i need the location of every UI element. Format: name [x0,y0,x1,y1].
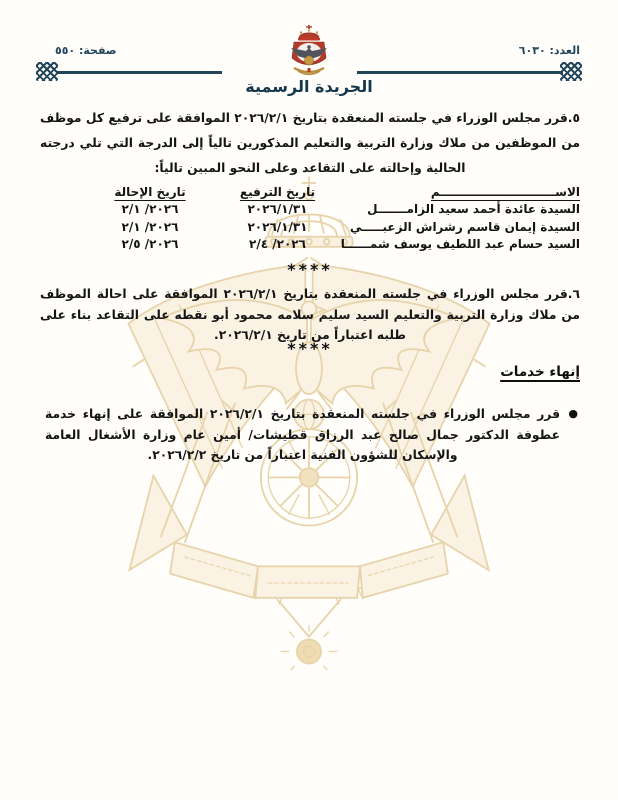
termination-paragraph: قرر مجلس الوزراء في جلسته المنعقدة بتاريخ ٢٠٢٦/٢/١ الموافقة على إنهاء خدمة عطوفة الدكتور جمال صالح عبد الرزاق قطيشات/ أمين عام وزارة الأشغال العامة والإسكان للشؤون الفنية اعتباراً من تاريخ ٢٠٢٦/٢/٢. [45,407,560,462]
issue-number-label: العدد: ٦٠٣٠ [518,44,580,57]
stars-separator: **** [287,339,333,358]
referral-date: ٢٠٢٦/ ٢/١ [121,219,179,234]
column-header-promotion-date: تاريخ الترفيع [239,184,316,199]
column-header-name: الاســــــــــــــــــــــــــــم [430,184,580,199]
header-rule [56,71,222,74]
table-row [80,218,580,236]
decision-paragraph-5: ٥.قرر مجلس الوزراء في جلسته المنعقدة بتاريخ ٢٠٢٦/٢/١ الموافقة على ترفيع كل موظف من الموظفين من ملاك وزارة التربية والتعليم المذكورين تالياً إلى الدرجة التي تلي درجته الحالية وإحالته على التقاعد وعلى النحو المبين تالياً: [40,111,580,175]
promotion-date: ٢٠٢٦/١/٣١ [247,219,308,234]
section-heading-termination: إنهاء خدمات [500,364,580,380]
bullet-icon: ● [568,407,578,420]
termination-list-item [45,404,578,466]
table-row [80,201,580,219]
referral-date: ٢٠٢٦/ ٢/١ [121,202,179,217]
gazette-title: الجريدة الرسمية [245,77,373,96]
page-number-label: صفحة: ٥٥٠ [55,44,117,57]
table-row [80,236,580,254]
employee-name: السيدة عائدة أحمد سعيد الزامـــــــل [367,202,580,217]
promotion-date: ٢٠٢٦/١/٣١ [247,202,308,217]
column-header-referral-date: تاريخ الإحالة [114,184,186,199]
table-header-row [80,183,580,201]
royal-crest-icon [286,24,332,78]
stars-separator: **** [287,260,333,279]
promotion-table [80,183,580,253]
decision-paragraph-6: ٦.قرر مجلس الوزراء في جلسته المنعقدة بتاريخ ٢٠٢٦/٢/١ الموافقة على احالة الموظف من ملاك وزارة التربية والتعليم السيد سليم سلامه محمود أبو نقطه على التقاعد بناء على طلبه اعتباراً من تاريخ ٢٠٢٦/٢/١. [40,287,580,342]
employee-name: السيدة إيمان قاسم رشراش الزعبـــــي [349,219,580,234]
promotion-date: ٢٠٢٦/ ٢/٤ [249,237,306,252]
header-rule [357,71,563,74]
referral-date: ٢٠٢٦/ ٢/٥ [121,237,179,252]
employee-name: السيد حسام عبد اللطيف يوسف شمــــــا [340,237,580,252]
